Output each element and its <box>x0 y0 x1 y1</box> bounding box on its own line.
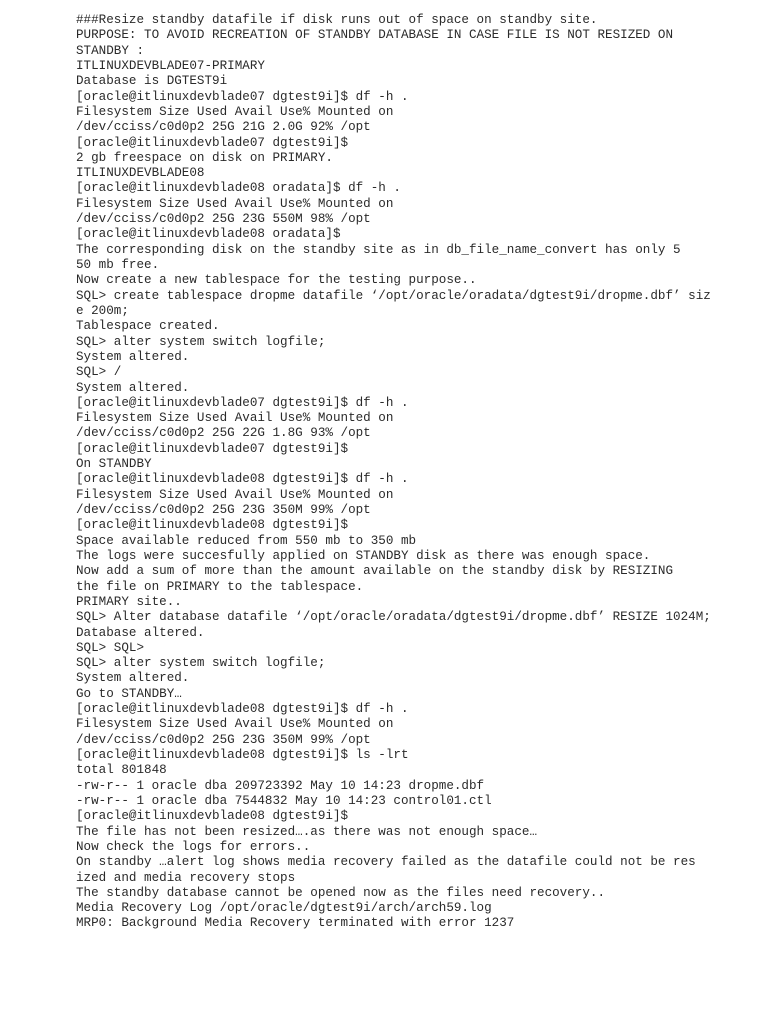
text-line: Filesystem Size Used Avail Use% Mounted on <box>76 487 394 502</box>
text-line: System altered. <box>76 349 190 364</box>
text-line: SQL> create tablespace dropme datafile ‘/opt/oracle/oradata/dgtest9i/dropme.dbf’ siz <box>76 288 711 303</box>
text-line: [oracle@itlinuxdevblade08 dgtest9i]$ df -h . <box>76 702 409 717</box>
text-line: MRP0: Background Media Recovery terminated with error 1237 <box>76 916 515 931</box>
text-line: Database altered. <box>76 625 205 640</box>
text-line: System altered. <box>76 380 190 395</box>
text-line: [oracle@itlinuxdevblade08 dgtest9i]$ df -h . <box>76 472 409 487</box>
text-line: ###Resize standby datafile if disk runs out of space on standby site. <box>76 13 598 27</box>
text-line: [oracle@itlinuxdevblade08 oradata]$ df -h . <box>76 181 401 196</box>
text-line: [oracle@itlinuxdevblade07 dgtest9i]$ df -h . <box>76 395 409 410</box>
text-line: 2 gb freespace on disk on PRIMARY. <box>76 150 333 165</box>
text-line: Filesystem Size Used Avail Use% Mounted on <box>76 717 394 732</box>
text-line: /dev/cciss/c0d0p2 25G 23G 350M 99% /opt <box>76 503 371 517</box>
text-line: PURPOSE: TO AVOID RECREATION OF STANDBY DATABASE IN CASE FILE IS NOT RESIZED ON <box>76 28 674 43</box>
text-line: System altered. <box>76 671 190 686</box>
text-line: /dev/cciss/c0d0p2 25G 22G 1.8G 93% /opt <box>76 426 371 441</box>
text-line: ITLINUXDEVBLADE07-PRIMARY <box>76 58 265 73</box>
text-line: [oracle@itlinuxdevblade07 dgtest9i]$ <box>76 135 349 150</box>
text-line: Media Recovery Log /opt/oracle/dgtest9i/arch/arch59.log <box>76 901 492 916</box>
text-line: /dev/cciss/c0d0p2 25G 23G 550M 98% /opt <box>76 212 371 227</box>
text-line: Go to STANDBY… <box>76 686 182 701</box>
text-line: On standby …alert log shows media recovery failed as the datafile could not be res <box>76 855 696 870</box>
text-line: The corresponding disk on the standby site as in db_file_name_convert has only 5 <box>76 242 681 257</box>
text-line: Database is DGTEST9i <box>76 74 228 89</box>
text-line: the file on PRIMARY to the tablespace. <box>76 579 364 594</box>
text-line: Now add a sum of more than the amount available on the standby disk by RESIZING <box>76 564 674 579</box>
text-line: [oracle@itlinuxdevblade07 dgtest9i]$ df -h . <box>76 89 409 104</box>
text-line: Now check the logs for errors.. <box>76 839 311 854</box>
text-line: [oracle@itlinuxdevblade08 dgtest9i]$ ls -lrt <box>76 748 409 762</box>
text-line: The file has not been resized….as there was not enough space… <box>76 824 538 839</box>
text-line: The standby database cannot be opened now as the files need recovery.. <box>76 885 606 900</box>
text-line: [oracle@itlinuxdevblade08 oradata]$ <box>76 227 341 242</box>
text-line: -rw-r-- 1 oracle dba 209723392 May 10 14:23 dropme.dbf <box>76 778 485 793</box>
text-line: Now create a new tablespace for the testing purpose.. <box>76 273 477 288</box>
text-line: Tablespace created. <box>76 319 220 334</box>
text-line: ized and media recovery stops <box>76 870 296 885</box>
text-line: Filesystem Size Used Avail Use% Mounted on <box>76 104 394 119</box>
text-line: [oracle@itlinuxdevblade08 dgtest9i]$ <box>76 809 349 824</box>
text-line: Filesystem Size Used Avail Use% Mounted on <box>76 196 394 211</box>
text-line: [oracle@itlinuxdevblade07 dgtest9i]$ <box>76 441 349 456</box>
text-line: STANDBY : <box>76 43 145 58</box>
text-line: SQL> Alter database datafile ‘/opt/oracle/oradata/dgtest9i/dropme.dbf’ RESIZE 1024M; <box>76 610 711 625</box>
text-line: /dev/cciss/c0d0p2 25G 21G 2.0G 92% /opt <box>76 120 371 135</box>
text-line: On STANDBY <box>76 457 152 472</box>
text-line: SQL> SQL> <box>76 640 145 655</box>
text-line: Space available reduced from 550 mb to 350 mb <box>76 533 417 548</box>
text-line: Filesystem Size Used Avail Use% Mounted on <box>76 411 394 426</box>
text-line: PRIMARY site.. <box>76 594 182 609</box>
text-line: ITLINUXDEVBLADE08 <box>76 166 205 181</box>
text-line: [oracle@itlinuxdevblade08 dgtest9i]$ <box>76 518 349 533</box>
document-page <box>76 13 716 932</box>
text-line: e 200m; <box>76 303 129 318</box>
text-line: total 801848 <box>76 763 167 778</box>
text-line: SQL> alter system switch logfile; <box>76 656 326 671</box>
text-line: SQL> / <box>76 365 122 380</box>
text-line: SQL> alter system switch logfile; <box>76 334 326 349</box>
text-line: -rw-r-- 1 oracle dba 7544832 May 10 14:23 control01.ctl <box>76 793 492 808</box>
text-line: 50 mb free. <box>76 258 160 272</box>
text-line: The logs were succesfully applied on STANDBY disk as there was enough space. <box>76 548 651 563</box>
text-line: /dev/cciss/c0d0p2 25G 23G 350M 99% /opt <box>76 732 371 747</box>
